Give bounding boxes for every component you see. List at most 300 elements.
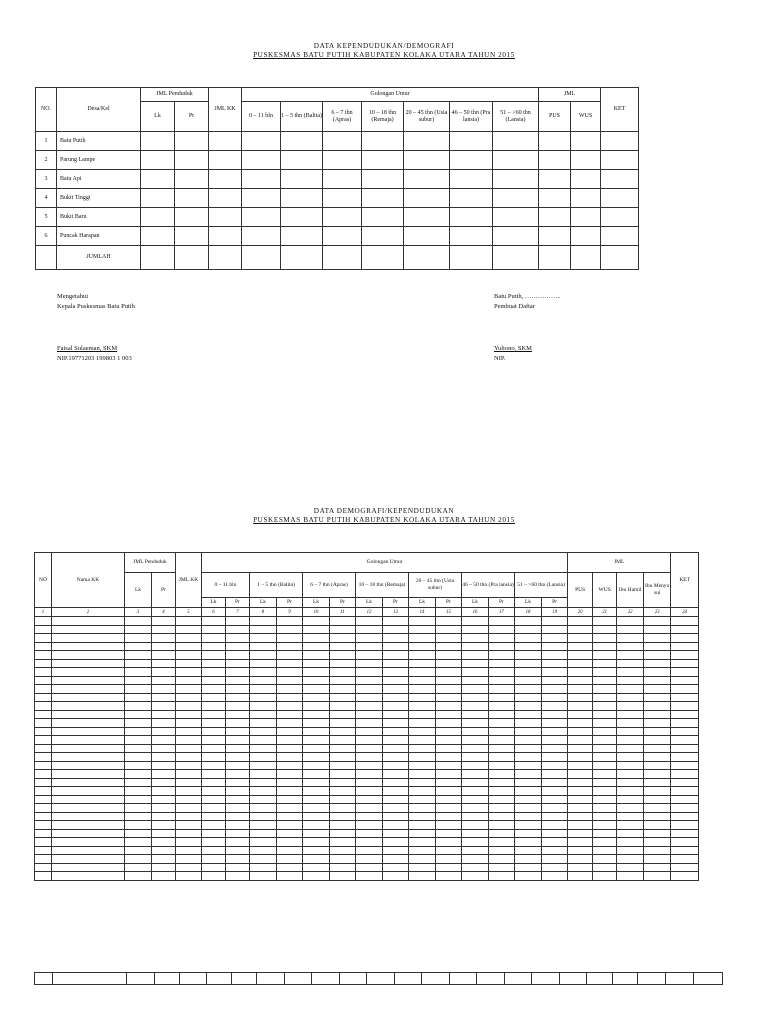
form-cell[interactable] <box>542 761 568 770</box>
form-cell[interactable] <box>617 710 644 719</box>
form-cell[interactable] <box>176 846 202 855</box>
form-cell[interactable] <box>125 770 152 779</box>
form-cell[interactable] <box>638 973 666 985</box>
form-cell[interactable] <box>35 761 52 770</box>
form-cell[interactable] <box>593 693 617 702</box>
form-cell[interactable] <box>409 812 436 821</box>
form-cell[interactable] <box>250 761 277 770</box>
form-cell[interactable] <box>330 634 356 643</box>
form-cell[interactable] <box>568 753 593 762</box>
form-cell[interactable] <box>462 651 489 660</box>
form-cell[interactable] <box>436 651 462 660</box>
form-cell[interactable] <box>303 685 330 694</box>
form-cell[interactable] <box>250 821 277 830</box>
form-cell[interactable] <box>152 625 176 634</box>
form-cell[interactable] <box>250 710 277 719</box>
form-cell[interactable] <box>489 634 515 643</box>
form-cell[interactable] <box>532 973 560 985</box>
form-cell[interactable] <box>176 651 202 660</box>
form-cell[interactable] <box>593 812 617 821</box>
form-cell[interactable] <box>593 642 617 651</box>
form-cell[interactable] <box>155 973 180 985</box>
form-cell[interactable] <box>593 685 617 694</box>
form-cell[interactable] <box>226 804 250 813</box>
form-cell[interactable] <box>52 719 125 728</box>
form-cell[interactable] <box>176 659 202 668</box>
form-cell[interactable] <box>515 702 542 711</box>
form-cell[interactable] <box>35 617 52 626</box>
form-cell[interactable] <box>35 778 52 787</box>
form-cell[interactable] <box>176 625 202 634</box>
form-cell[interactable] <box>671 821 699 830</box>
form-cell[interactable] <box>202 659 226 668</box>
form-cell[interactable] <box>436 846 462 855</box>
form-cell[interactable] <box>330 770 356 779</box>
form-cell[interactable] <box>617 812 644 821</box>
form-cell[interactable] <box>303 855 330 864</box>
form-cell[interactable] <box>489 668 515 677</box>
form-cell[interactable] <box>593 676 617 685</box>
form-cell[interactable] <box>462 634 489 643</box>
form-cell[interactable] <box>257 973 285 985</box>
form-cell[interactable] <box>152 855 176 864</box>
form-cell[interactable] <box>542 642 568 651</box>
form-cell[interactable] <box>303 778 330 787</box>
form-cell[interactable] <box>356 727 383 736</box>
form-cell[interactable] <box>489 719 515 728</box>
form-cell[interactable] <box>671 795 699 804</box>
form-cell[interactable] <box>226 693 250 702</box>
form-cell[interactable] <box>489 761 515 770</box>
form-cell[interactable] <box>356 642 383 651</box>
form-cell[interactable] <box>277 787 303 796</box>
form-cell[interactable] <box>125 617 152 626</box>
form-cell[interactable] <box>125 676 152 685</box>
form-cell[interactable] <box>671 625 699 634</box>
form-cell[interactable] <box>515 719 542 728</box>
form-cell[interactable] <box>277 744 303 753</box>
form-cell[interactable] <box>671 702 699 711</box>
form-cell[interactable] <box>330 719 356 728</box>
form-cell[interactable] <box>330 846 356 855</box>
form-cell[interactable] <box>52 625 125 634</box>
form-cell[interactable] <box>202 812 226 821</box>
form-cell[interactable] <box>436 668 462 677</box>
form-cell[interactable] <box>277 659 303 668</box>
form-cell[interactable] <box>202 693 226 702</box>
form-cell[interactable] <box>125 634 152 643</box>
form-cell[interactable] <box>176 693 202 702</box>
form-cell[interactable] <box>125 838 152 847</box>
form-cell[interactable] <box>462 668 489 677</box>
form-cell[interactable] <box>125 795 152 804</box>
form-cell[interactable] <box>277 634 303 643</box>
form-cell[interactable] <box>542 659 568 668</box>
form-cell[interactable] <box>436 685 462 694</box>
form-cell[interactable] <box>694 973 723 985</box>
form-cell[interactable] <box>202 787 226 796</box>
form-cell[interactable] <box>489 651 515 660</box>
form-cell[interactable] <box>176 829 202 838</box>
form-cell[interactable] <box>303 668 330 677</box>
form-cell[interactable] <box>125 761 152 770</box>
form-cell[interactable] <box>568 872 593 881</box>
form-cell[interactable] <box>35 719 52 728</box>
form-cell[interactable] <box>409 736 436 745</box>
form-cell[interactable] <box>277 676 303 685</box>
form-cell[interactable] <box>436 778 462 787</box>
form-cell[interactable] <box>125 719 152 728</box>
form-cell[interactable] <box>226 634 250 643</box>
form-cell[interactable] <box>489 659 515 668</box>
form-cell[interactable] <box>462 693 489 702</box>
form-cell[interactable] <box>542 846 568 855</box>
form-cell[interactable] <box>644 676 671 685</box>
form-cell[interactable] <box>250 838 277 847</box>
form-cell[interactable] <box>176 668 202 677</box>
form-cell[interactable] <box>250 863 277 872</box>
form-cell[interactable] <box>202 855 226 864</box>
form-cell[interactable] <box>125 846 152 855</box>
form-cell[interactable] <box>226 676 250 685</box>
form-cell[interactable] <box>277 821 303 830</box>
form-cell[interactable] <box>409 727 436 736</box>
form-cell[interactable] <box>644 659 671 668</box>
form-cell[interactable] <box>436 642 462 651</box>
form-cell[interactable] <box>226 719 250 728</box>
form-cell[interactable] <box>409 744 436 753</box>
form-cell[interactable] <box>202 651 226 660</box>
form-cell[interactable] <box>409 778 436 787</box>
form-cell[interactable] <box>489 685 515 694</box>
form-cell[interactable] <box>383 710 409 719</box>
form-cell[interactable] <box>176 872 202 881</box>
form-cell[interactable] <box>383 702 409 711</box>
form-cell[interactable] <box>356 829 383 838</box>
form-cell[interactable] <box>593 838 617 847</box>
form-cell[interactable] <box>489 838 515 847</box>
form-cell[interactable] <box>176 736 202 745</box>
form-cell[interactable] <box>515 778 542 787</box>
form-cell[interactable] <box>250 668 277 677</box>
form-cell[interactable] <box>593 659 617 668</box>
form-cell[interactable] <box>176 770 202 779</box>
form-cell[interactable] <box>383 863 409 872</box>
form-cell[interactable] <box>515 753 542 762</box>
form-cell[interactable] <box>671 685 699 694</box>
form-cell[interactable] <box>613 973 638 985</box>
form-cell[interactable] <box>250 778 277 787</box>
form-cell[interactable] <box>277 668 303 677</box>
form-cell[interactable] <box>303 770 330 779</box>
form-cell[interactable] <box>515 625 542 634</box>
form-cell[interactable] <box>152 753 176 762</box>
form-cell[interactable] <box>277 693 303 702</box>
form-cell[interactable] <box>409 838 436 847</box>
form-cell[interactable] <box>125 753 152 762</box>
form-cell[interactable] <box>489 855 515 864</box>
form-cell[interactable] <box>52 872 125 881</box>
form-cell[interactable] <box>152 838 176 847</box>
form-cell[interactable] <box>226 795 250 804</box>
form-cell[interactable] <box>330 787 356 796</box>
form-cell[interactable] <box>52 651 125 660</box>
form-cell[interactable] <box>303 625 330 634</box>
form-cell[interactable] <box>593 625 617 634</box>
form-cell[interactable] <box>356 761 383 770</box>
form-cell[interactable] <box>644 651 671 660</box>
form-cell[interactable] <box>383 770 409 779</box>
form-cell[interactable] <box>52 804 125 813</box>
form-cell[interactable] <box>367 973 395 985</box>
form-cell[interactable] <box>176 761 202 770</box>
form-cell[interactable] <box>356 863 383 872</box>
form-cell[interactable] <box>542 634 568 643</box>
form-cell[interactable] <box>356 821 383 830</box>
form-cell[interactable] <box>277 795 303 804</box>
form-cell[interactable] <box>303 804 330 813</box>
form-cell[interactable] <box>125 855 152 864</box>
form-cell[interactable] <box>356 685 383 694</box>
form-cell[interactable] <box>515 634 542 643</box>
form-cell[interactable] <box>35 846 52 855</box>
form-cell[interactable] <box>617 642 644 651</box>
form-cell[interactable] <box>303 821 330 830</box>
form-cell[interactable] <box>515 685 542 694</box>
form-cell[interactable] <box>356 753 383 762</box>
form-cell[interactable] <box>515 846 542 855</box>
form-cell[interactable] <box>644 719 671 728</box>
form-cell[interactable] <box>395 973 422 985</box>
form-cell[interactable] <box>617 846 644 855</box>
form-cell[interactable] <box>489 693 515 702</box>
form-cell[interactable] <box>202 770 226 779</box>
form-cell[interactable] <box>409 787 436 796</box>
form-cell[interactable] <box>330 710 356 719</box>
form-cell[interactable] <box>515 659 542 668</box>
form-cell[interactable] <box>330 795 356 804</box>
form-cell[interactable] <box>35 973 53 985</box>
form-cell[interactable] <box>644 693 671 702</box>
form-cell[interactable] <box>542 872 568 881</box>
form-cell[interactable] <box>489 787 515 796</box>
form-cell[interactable] <box>232 973 257 985</box>
form-cell[interactable] <box>644 863 671 872</box>
form-cell[interactable] <box>671 744 699 753</box>
form-cell[interactable] <box>176 855 202 864</box>
form-cell[interactable] <box>202 829 226 838</box>
form-cell[interactable] <box>226 753 250 762</box>
form-cell[interactable] <box>542 838 568 847</box>
form-cell[interactable] <box>125 787 152 796</box>
form-cell[interactable] <box>303 736 330 745</box>
form-cell[interactable] <box>671 846 699 855</box>
form-cell[interactable] <box>593 744 617 753</box>
form-cell[interactable] <box>436 761 462 770</box>
form-cell[interactable] <box>568 659 593 668</box>
form-cell[interactable] <box>568 838 593 847</box>
form-cell[interactable] <box>176 744 202 753</box>
form-cell[interactable] <box>568 617 593 626</box>
form-cell[interactable] <box>409 651 436 660</box>
form-cell[interactable] <box>568 812 593 821</box>
form-cell[interactable] <box>277 753 303 762</box>
form-cell[interactable] <box>176 634 202 643</box>
form-cell[interactable] <box>462 617 489 626</box>
form-cell[interactable] <box>52 778 125 787</box>
form-cell[interactable] <box>176 617 202 626</box>
form-cell[interactable] <box>489 617 515 626</box>
form-cell[interactable] <box>52 753 125 762</box>
form-cell[interactable] <box>176 642 202 651</box>
form-cell[interactable] <box>666 973 694 985</box>
form-cell[interactable] <box>330 702 356 711</box>
form-cell[interactable] <box>568 787 593 796</box>
form-cell[interactable] <box>644 727 671 736</box>
form-cell[interactable] <box>489 710 515 719</box>
form-cell[interactable] <box>436 795 462 804</box>
form-cell[interactable] <box>330 736 356 745</box>
form-cell[interactable] <box>409 770 436 779</box>
form-cell[interactable] <box>436 702 462 711</box>
form-cell[interactable] <box>542 617 568 626</box>
form-cell[interactable] <box>176 685 202 694</box>
form-cell[interactable] <box>515 812 542 821</box>
form-cell[interactable] <box>330 855 356 864</box>
form-cell[interactable] <box>671 770 699 779</box>
form-cell[interactable] <box>489 625 515 634</box>
form-cell[interactable] <box>568 710 593 719</box>
form-cell[interactable] <box>277 770 303 779</box>
form-cell[interactable] <box>644 821 671 830</box>
form-cell[interactable] <box>593 719 617 728</box>
form-cell[interactable] <box>35 863 52 872</box>
form-cell[interactable] <box>35 744 52 753</box>
form-cell[interactable] <box>617 821 644 830</box>
form-cell[interactable] <box>462 804 489 813</box>
form-cell[interactable] <box>125 863 152 872</box>
form-cell[interactable] <box>489 727 515 736</box>
form-cell[interactable] <box>671 812 699 821</box>
form-cell[interactable] <box>383 651 409 660</box>
form-cell[interactable] <box>593 668 617 677</box>
form-cell[interactable] <box>542 778 568 787</box>
form-cell[interactable] <box>226 778 250 787</box>
form-cell[interactable] <box>383 821 409 830</box>
form-cell[interactable] <box>644 761 671 770</box>
form-cell[interactable] <box>226 727 250 736</box>
form-cell[interactable] <box>226 642 250 651</box>
form-cell[interactable] <box>250 693 277 702</box>
form-cell[interactable] <box>671 659 699 668</box>
form-cell[interactable] <box>125 736 152 745</box>
form-cell[interactable] <box>436 727 462 736</box>
form-cell[interactable] <box>125 727 152 736</box>
form-cell[interactable] <box>52 829 125 838</box>
form-cell[interactable] <box>52 710 125 719</box>
form-cell[interactable] <box>515 770 542 779</box>
form-cell[interactable] <box>202 634 226 643</box>
form-cell[interactable] <box>644 812 671 821</box>
form-cell[interactable] <box>340 973 367 985</box>
form-cell[interactable] <box>52 761 125 770</box>
form-cell[interactable] <box>152 617 176 626</box>
form-cell[interactable] <box>644 744 671 753</box>
form-cell[interactable] <box>35 804 52 813</box>
form-cell[interactable] <box>35 727 52 736</box>
form-cell[interactable] <box>617 855 644 864</box>
form-cell[interactable] <box>671 634 699 643</box>
form-cell[interactable] <box>383 744 409 753</box>
form-cell[interactable] <box>52 685 125 694</box>
form-cell[interactable] <box>303 727 330 736</box>
form-cell[interactable] <box>436 719 462 728</box>
form-cell[interactable] <box>489 812 515 821</box>
form-cell[interactable] <box>53 973 127 985</box>
form-cell[interactable] <box>462 744 489 753</box>
form-cell[interactable] <box>462 812 489 821</box>
form-cell[interactable] <box>568 719 593 728</box>
form-cell[interactable] <box>330 617 356 626</box>
form-cell[interactable] <box>568 744 593 753</box>
form-cell[interactable] <box>303 753 330 762</box>
form-cell[interactable] <box>226 872 250 881</box>
form-cell[interactable] <box>125 872 152 881</box>
form-cell[interactable] <box>303 872 330 881</box>
form-cell[interactable] <box>125 702 152 711</box>
form-cell[interactable] <box>489 863 515 872</box>
form-cell[interactable] <box>489 753 515 762</box>
form-cell[interactable] <box>152 872 176 881</box>
form-cell[interactable] <box>436 804 462 813</box>
form-cell[interactable] <box>462 676 489 685</box>
form-cell[interactable] <box>52 855 125 864</box>
form-cell[interactable] <box>515 693 542 702</box>
form-cell[interactable] <box>409 685 436 694</box>
form-cell[interactable] <box>356 693 383 702</box>
form-cell[interactable] <box>515 829 542 838</box>
form-cell[interactable] <box>356 778 383 787</box>
form-cell[interactable] <box>202 872 226 881</box>
form-cell[interactable] <box>617 651 644 660</box>
form-cell[interactable] <box>671 838 699 847</box>
form-cell[interactable] <box>644 872 671 881</box>
form-cell[interactable] <box>356 770 383 779</box>
form-cell[interactable] <box>250 829 277 838</box>
form-cell[interactable] <box>644 770 671 779</box>
form-cell[interactable] <box>409 761 436 770</box>
form-cell[interactable] <box>436 753 462 762</box>
form-cell[interactable] <box>277 642 303 651</box>
form-cell[interactable] <box>277 625 303 634</box>
form-cell[interactable] <box>671 617 699 626</box>
form-cell[interactable] <box>489 821 515 830</box>
form-cell[interactable] <box>125 642 152 651</box>
form-cell[interactable] <box>202 668 226 677</box>
form-cell[interactable] <box>152 693 176 702</box>
form-cell[interactable] <box>617 693 644 702</box>
form-cell[interactable] <box>277 812 303 821</box>
form-cell[interactable] <box>277 804 303 813</box>
form-cell[interactable] <box>462 778 489 787</box>
form-cell[interactable] <box>489 872 515 881</box>
form-cell[interactable] <box>617 736 644 745</box>
form-cell[interactable] <box>202 863 226 872</box>
form-cell[interactable] <box>617 829 644 838</box>
form-cell[interactable] <box>330 804 356 813</box>
form-cell[interactable] <box>462 710 489 719</box>
form-cell[interactable] <box>226 659 250 668</box>
